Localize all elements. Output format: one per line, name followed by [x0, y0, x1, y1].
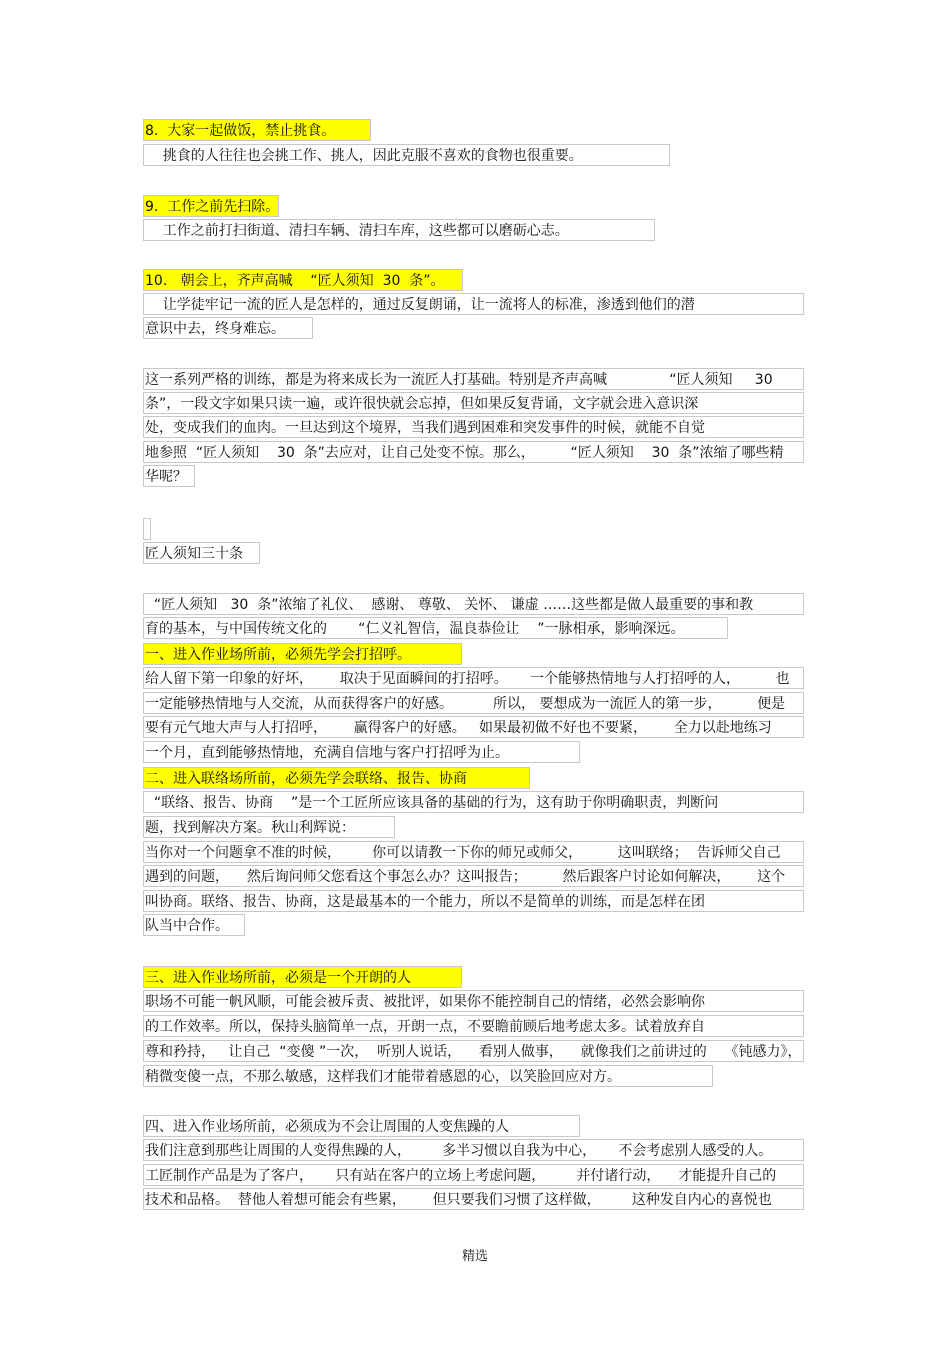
item-2-title: 二、进入联络场所前，必须先学会联络、报告、协商	[143, 767, 530, 789]
item-1-body-line: 一个月，直到能够热情地，充满自信地与客户打招呼为止。	[143, 741, 580, 763]
item-1-title: 一、进入作业场所前，必须先学会打招呼。	[143, 643, 462, 665]
rule-10-title: 10. 朝会上，齐声高喊 “匠人须知 30 条”。	[143, 269, 463, 291]
item-2-body-line: “联络、报告、协商 ”是一个工匠所应该具备的基础的行为，这有助于你明确职责，判断问	[143, 791, 804, 813]
summary-line: 条”，一段文字如果只读一遍，或许很快就会忘掉，但如果反复背诵，文字就会进入意识深	[143, 392, 804, 414]
summary-line: 这一系列严格的训练，都是为将来成长为一流匠人打基础。特别是齐声高喊 “匠人须知 30	[143, 368, 804, 390]
item-4-title: 四、进入作业场所前，必须成为不会让周围的人变焦躁的人	[143, 1115, 580, 1137]
item-2-body-line: 叫协商。联络、报告、协商，这是最基本的一个能力，所以不是简单的训练，而是怎样在团	[143, 890, 804, 912]
item-2-body-line: 队当中合作。	[143, 914, 245, 936]
summary-line: 地参照 “匠人须知 30 条”去应对，让自己处变不惊。那么， “匠人须知 30 条”浓缩了哪些精	[143, 441, 804, 463]
empty-marker	[143, 518, 151, 540]
item-1-body-line: 给人留下第一印象的好坏， 取决于见面瞬间的打招呼。 一个能够热情地与人打招呼的人， 也	[143, 667, 804, 689]
rule-8-title: 8. 大家一起做饭，禁止挑食。	[143, 119, 371, 141]
item-4-body-line: 技术和品格。 替他人着想可能会有些累， 但只要我们习惯了这样做， 这种发自内心的喜悦也	[143, 1188, 804, 1210]
item-4-body-line: 工匠制作产品是为了客户， 只有站在客户的立场上考虑问题， 并付诸行动， 才能提升自己的	[143, 1164, 804, 1186]
section-heading: 匠人须知三十条	[143, 542, 260, 564]
page-footer: 精选	[461, 1249, 488, 1264]
rule-9-body: 工作之前打扫街道、清扫车辆、清扫车库，这些都可以磨砺心志。	[143, 219, 655, 241]
item-2-body-line: 当你对一个问题拿不准的时候， 你可以请教一下你的师兄或师父， 这叫联络； 告诉师父自己	[143, 841, 804, 863]
item-3-body-line: 职场不可能一帆风顺，可能会被斥责、被批评，如果你不能控制自己的情绪，必然会影响你	[143, 990, 804, 1012]
item-1-body-line: 要有元气地大声与人打招呼， 赢得客户的好感。 如果最初做不好也不要紧， 全力以赴地练习	[143, 716, 804, 738]
item-1-body-line: 一定能够热情地与人交流，从而获得客户的好感。 所以， 要想成为一流匠人的第一步， 便是	[143, 692, 804, 714]
item-2-body-line: 题，找到解决方案。秋山利辉说：	[143, 816, 395, 838]
item-3-body-line: 的工作效率。所以，保持头脑简单一点，开朗一点，不要瞻前顾后地考虑太多。试着放弃自	[143, 1015, 804, 1037]
summary-line: 华呢？	[143, 465, 195, 487]
intro-line: “匠人须知 30 条”浓缩了礼仪、 感谢、 尊敬、 关怀、 谦虚 ……这些都是做人最重要的事和教	[143, 593, 804, 615]
item-4-body-line: 我们注意到那些让周围的人变得焦躁的人， 多半习惯以自我为中心， 不会考虑别人感受的人。	[143, 1139, 804, 1161]
summary-line: 处，变成我们的血肉。一旦达到这个境界，当我们遇到困难和突发事件的时候，就能不自觉	[143, 416, 804, 438]
rule-9-title: 9. 工作之前先扫除。	[143, 195, 279, 217]
intro-line: 育的基本，与中国传统文化的 “仁义礼智信，温良恭俭让 ”一脉相承，影响深远。	[143, 617, 728, 639]
rule-8-body: 挑食的人往往也会挑工作、挑人，因此克服不喜欢的食物也很重要。	[143, 144, 670, 166]
rule-10-body-line: 意识中去，终身难忘。	[143, 317, 313, 339]
item-3-body-line: 稍微变傻一点，不那么敏感，这样我们才能带着感恩的心，以笑脸回应对方。	[143, 1065, 713, 1087]
item-2-body-line: 遇到的问题， 然后询问师父您看这个事怎么办？这叫报告； 然后跟客户讨论如何解决， 这个	[143, 865, 804, 887]
item-3-title: 三、进入作业场所前，必须是一个开朗的人	[143, 966, 462, 988]
item-3-body-line: 尊和矜持， 让自己 “变傻 ”一次， 听别人说话， 看别人做事， 就像我们之前讲过的 《钝感力》，	[143, 1040, 804, 1062]
rule-10-body-line: 让学徒牢记一流的匠人是怎样的，通过反复朗诵，让一流将人的标准，渗透到他们的潜	[143, 293, 804, 315]
